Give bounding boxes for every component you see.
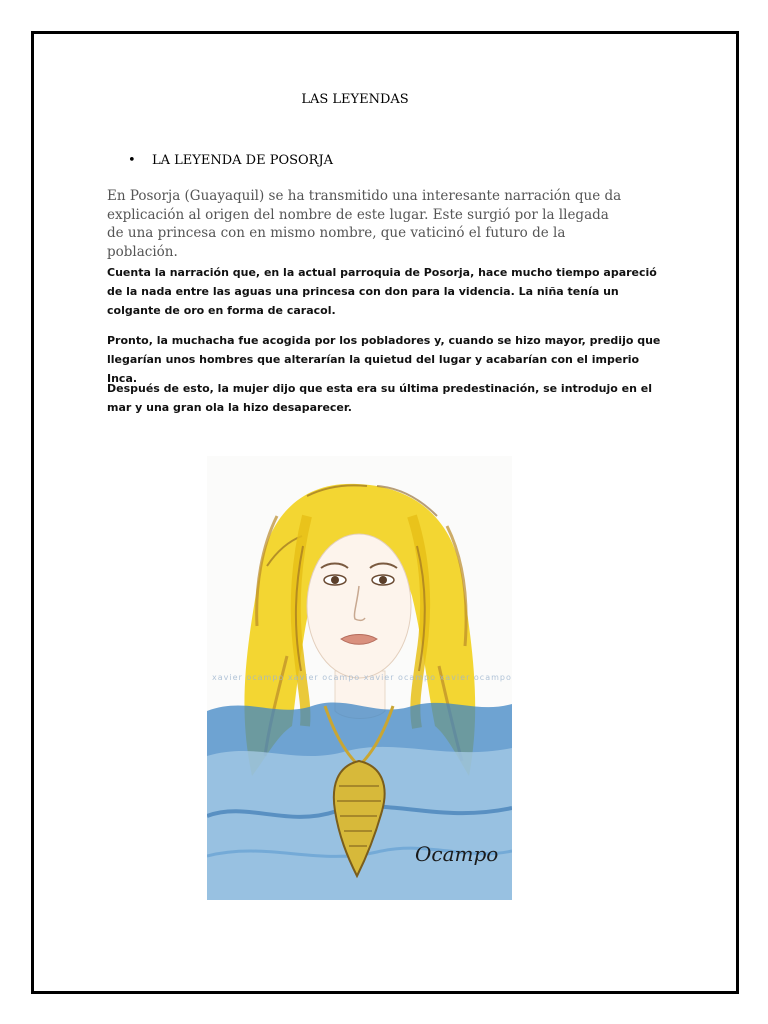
bullet-icon: • xyxy=(128,153,136,168)
page-title: LAS LEYENDAS xyxy=(301,92,409,107)
paragraph-3: Después de esto, la mujer dijo que esta era su última predestinación, se introdujo en el mar y una gran ola la hizo desaparecer. xyxy=(107,382,652,414)
princess-watercolor-image xyxy=(207,456,512,900)
artist-signature: Ocampo xyxy=(415,842,499,866)
princess-illustration xyxy=(207,456,512,900)
section-heading-text: LA LEYENDA DE POSORJA xyxy=(152,153,334,168)
intro-paragraph: En Posorja (Guayaquil) se ha transmitido una interesante narración que da explicación al origen del nombre de este lugar. Este surgió por la llegada de una princesa con en mismo nombre, que vaticinó el futuro de la población. xyxy=(107,188,622,260)
watermark-text: xavier ocampo xavier ocampo xavier ocampo xavier ocampo xyxy=(212,673,512,682)
paragraph-2: Pronto, la muchacha fue acogida por los pobladores y, cuando se hizo mayor, predijo que llegarían unos hombres que alterarían la quietud del lugar y acabarían con el imperio Inca. xyxy=(107,334,661,385)
section-heading xyxy=(128,153,333,168)
paragraph-1: Cuenta la narración que, en la actual parroquia de Posorja, hace mucho tiempo apareció de la nada entre las aguas una princesa con don para la videncia. La niña tenía un colgante de oro en forma de caracol. xyxy=(107,266,657,317)
